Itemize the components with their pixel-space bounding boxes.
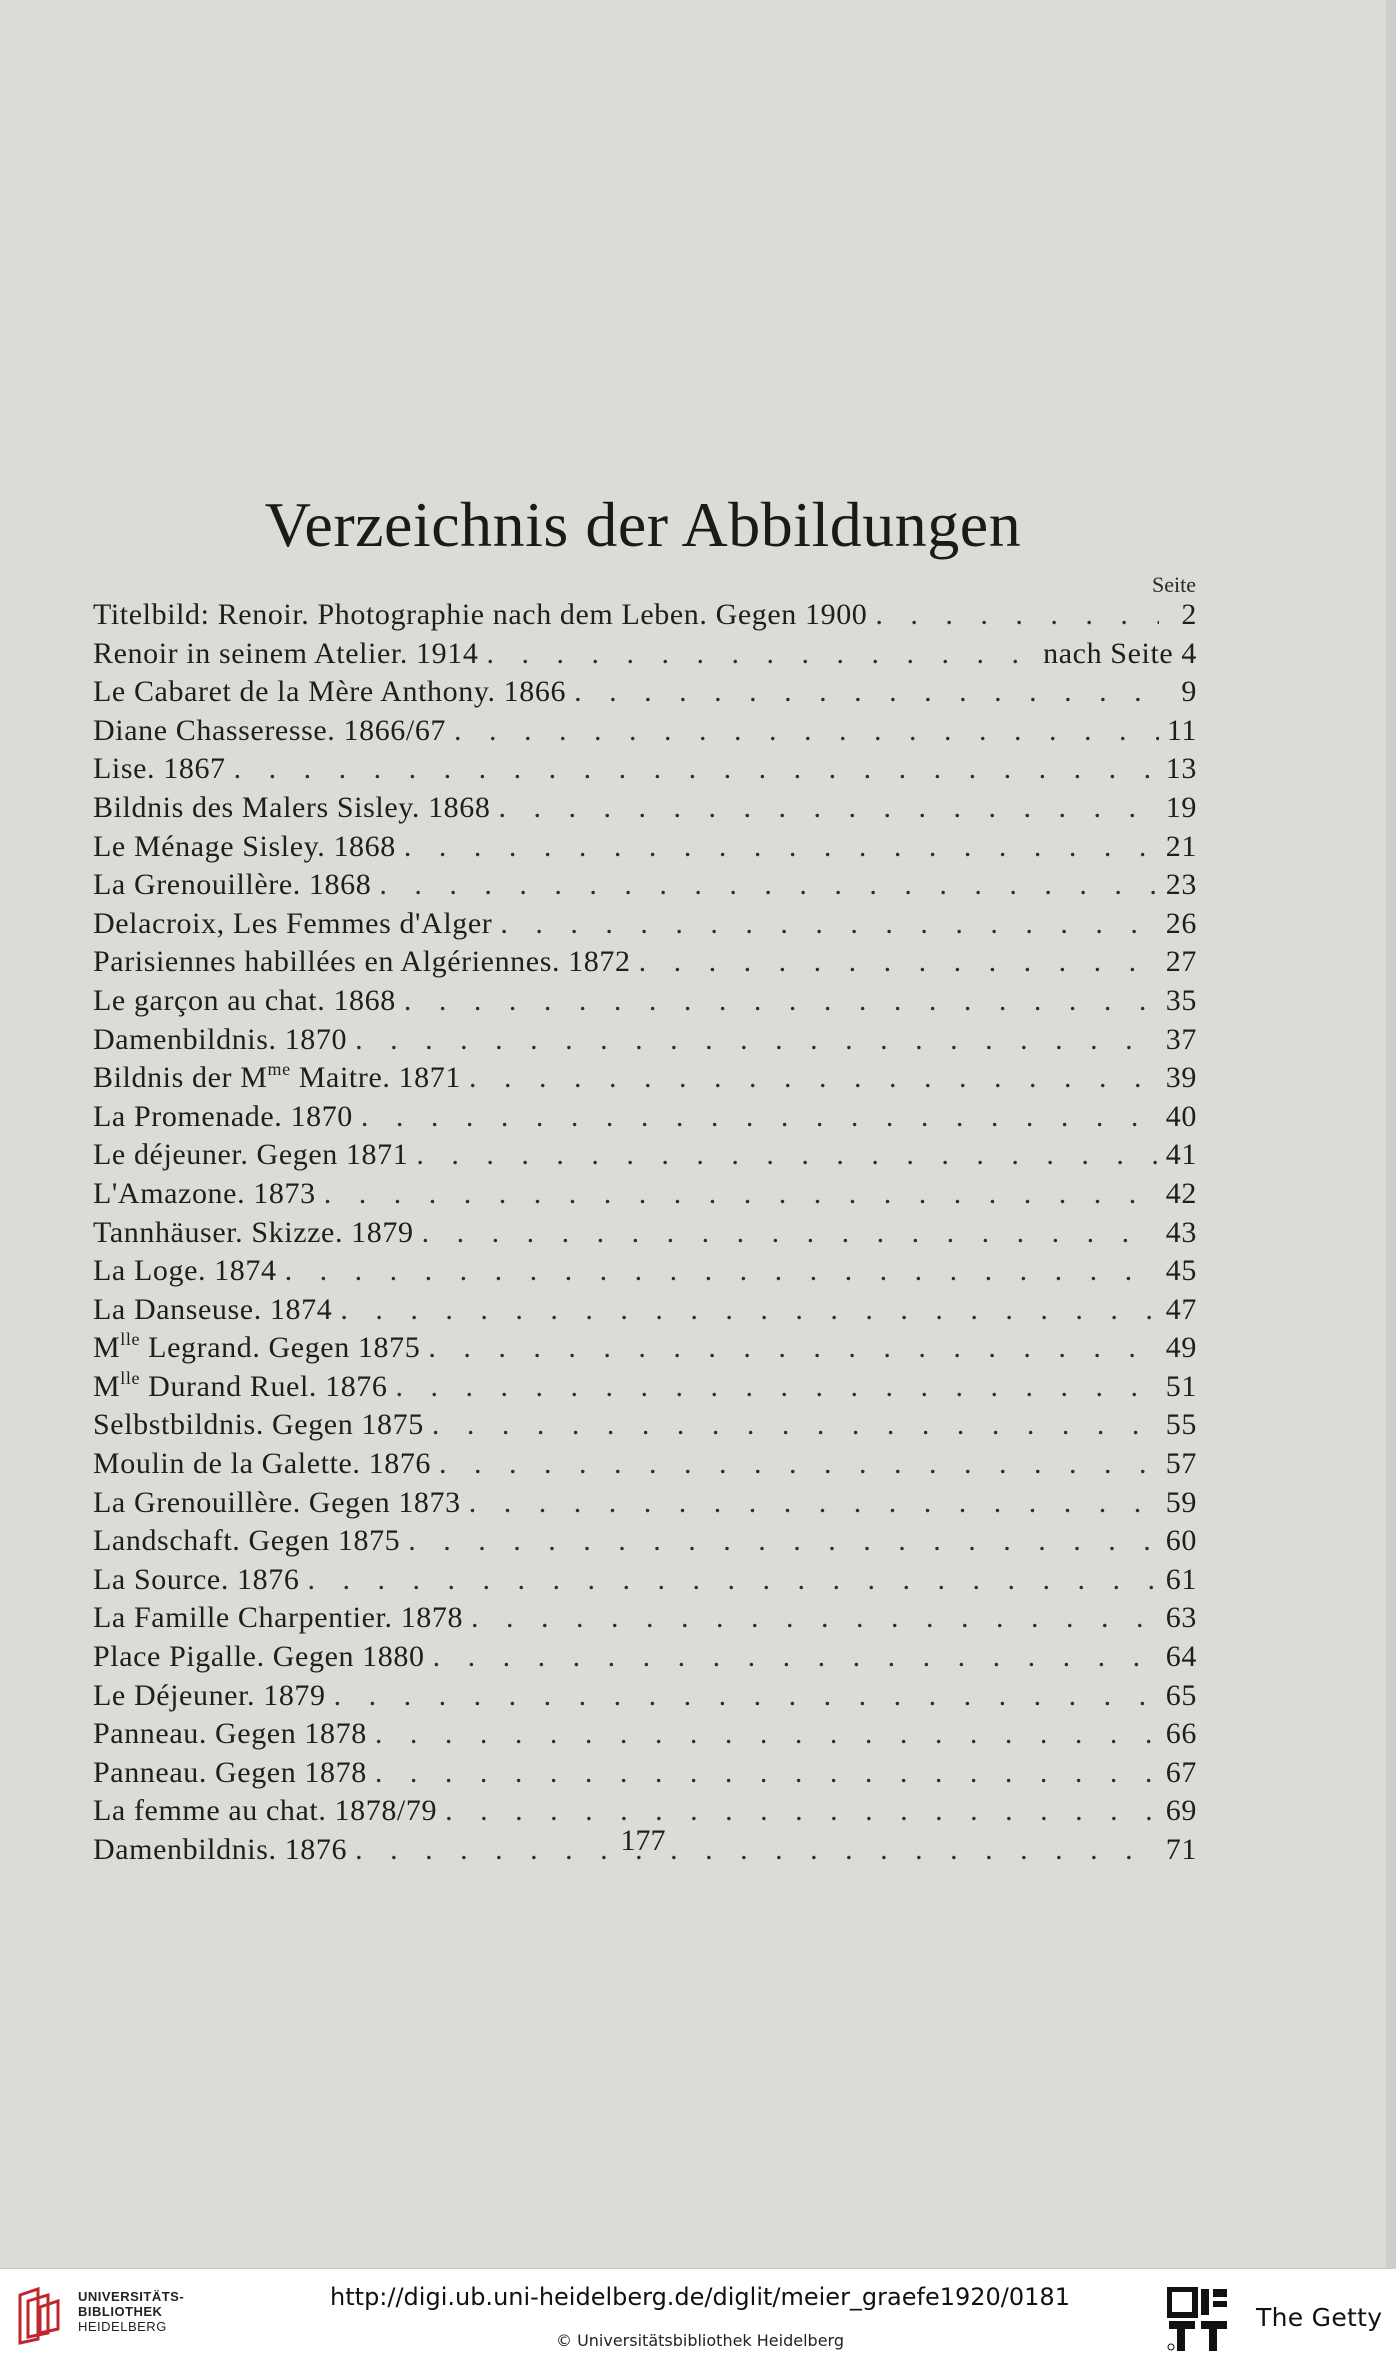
entry-title xyxy=(93,1717,367,1751)
dot-leader xyxy=(375,1756,1158,1790)
entry-page-number: 60 xyxy=(1165,1524,1197,1558)
getty-logo-icon xyxy=(1167,2287,1229,2353)
entry-title xyxy=(93,598,867,632)
list-item xyxy=(93,1100,1197,1139)
entry-title xyxy=(93,791,490,825)
entry-page-number: 65 xyxy=(1165,1678,1197,1712)
entry-title xyxy=(93,1177,316,1211)
entry-title xyxy=(93,1293,332,1327)
entry-title-text: L'Amazone. 1873 xyxy=(93,1176,316,1210)
entry-page-number: 66 xyxy=(1165,1717,1197,1751)
entry-title-superscript: me xyxy=(267,1059,291,1080)
entry-title-text: M xyxy=(93,1369,121,1403)
dot-leader xyxy=(408,1524,1158,1558)
dot-leader xyxy=(469,1061,1158,1095)
list-item xyxy=(93,1524,1197,1563)
entry-page-number: 11 xyxy=(1166,713,1197,747)
entry-page-number: 64 xyxy=(1165,1640,1197,1674)
entry-title-text: Le Déjeuner. 1879 xyxy=(93,1678,326,1712)
entry-title-text: Moulin de la Galette. 1876 xyxy=(93,1447,432,1481)
entry-title-text: La Danseuse. 1874 xyxy=(93,1292,333,1326)
entry-title xyxy=(93,1563,299,1597)
entry-title-text: Le Cabaret de la Mère Anthony. 1866 xyxy=(93,675,567,709)
entry-title xyxy=(93,1447,431,1481)
entry-title xyxy=(93,1524,400,1558)
entry-title-text: Le déjeuner. Gegen 1871 xyxy=(93,1138,409,1172)
page-number: 177 xyxy=(620,1824,666,1857)
dot-leader xyxy=(404,830,1158,864)
entry-title-text: Le Ménage Sisley. 1868 xyxy=(93,829,396,863)
entry-title-rest: Maitre. 1871 xyxy=(290,1061,461,1095)
dot-leader xyxy=(500,907,1157,941)
entry-title xyxy=(93,1486,461,1520)
entry-title-text: Delacroix, Les Femmes d'Alger xyxy=(93,906,493,940)
list-item xyxy=(93,1293,1197,1332)
list-item xyxy=(93,598,1197,637)
entry-title-rest: Durand Ruel. 1876 xyxy=(140,1369,388,1403)
dot-leader xyxy=(486,637,1035,671)
dot-leader xyxy=(471,1601,1158,1635)
entry-page-number: 40 xyxy=(1165,1099,1197,1133)
entry-page-number: 47 xyxy=(1165,1292,1197,1326)
list-item xyxy=(93,1061,1197,1100)
dot-leader xyxy=(422,1216,1158,1250)
dot-leader xyxy=(432,1408,1158,1442)
dot-leader xyxy=(875,598,1159,632)
dot-leader xyxy=(307,1563,1157,1597)
list-item xyxy=(93,714,1197,753)
entry-title-text: M xyxy=(93,1331,121,1365)
entry-title-text: Damenbildnis. 1870 xyxy=(93,1022,348,1056)
dot-leader xyxy=(379,868,1157,902)
entry-page-number: 67 xyxy=(1165,1755,1197,1789)
dot-leader xyxy=(639,945,1158,979)
entry-page-number: 26 xyxy=(1165,906,1197,940)
entry-page-number: 71 xyxy=(1165,1833,1197,1866)
list-item xyxy=(93,1367,1197,1409)
entry-title-text: Lise. 1867 xyxy=(93,752,226,786)
entry-title xyxy=(93,714,446,748)
entry-title xyxy=(93,1023,347,1057)
entry-title xyxy=(93,1601,463,1635)
entry-title-text: Parisiennes habillées en Algériennes. 1872 xyxy=(93,945,631,979)
entry-page-number: 55 xyxy=(1165,1408,1197,1442)
entry-title-text: Diane Chasseresse. 1866/67 xyxy=(93,713,447,747)
viewer-footer xyxy=(0,2268,1396,2368)
list-item xyxy=(93,675,1197,714)
entry-title-text: Renoir in seinem Atelier. 1914 xyxy=(93,636,479,670)
dot-leader xyxy=(574,675,1159,709)
entry-page-number: 61 xyxy=(1165,1562,1197,1596)
page-title: Verzeichnis der Abbildungen xyxy=(264,489,1022,560)
entry-page-number: 59 xyxy=(1165,1485,1197,1519)
entry-title xyxy=(93,1061,461,1095)
entry-page-number: 35 xyxy=(1165,983,1197,1017)
institution-line-3: HEIDELBERG xyxy=(78,2319,167,2334)
list-item xyxy=(93,868,1197,907)
list-item xyxy=(93,1177,1197,1216)
entry-page-number: 57 xyxy=(1165,1447,1197,1481)
list-item xyxy=(93,1331,1197,1370)
list-item xyxy=(93,984,1197,1023)
entry-title xyxy=(93,637,478,671)
list-item xyxy=(93,1216,1197,1255)
entry-title-text: Tannhäuser. Skizze. 1879 xyxy=(93,1215,414,1249)
dot-leader xyxy=(375,1717,1158,1751)
entry-title xyxy=(93,1679,326,1713)
list-item xyxy=(93,1486,1197,1525)
institution-line-2: BIBLIOTHEK xyxy=(78,2304,163,2319)
illustration-list xyxy=(93,598,1197,1872)
entry-title xyxy=(93,830,396,864)
entry-title-text: Panneau. Gegen 1878 xyxy=(93,1755,367,1789)
dot-leader xyxy=(396,1370,1158,1404)
entry-page-number: nach Seite 4 xyxy=(1043,636,1197,670)
entry-page-number: 19 xyxy=(1165,790,1197,824)
list-item xyxy=(93,1601,1197,1640)
entry-title-text: Le garçon au chat. 1868 xyxy=(93,983,396,1017)
list-item xyxy=(93,1023,1197,1062)
university-library-name xyxy=(78,2289,184,2334)
list-item xyxy=(93,1679,1197,1718)
list-item xyxy=(93,945,1197,984)
entry-page-number: 37 xyxy=(1165,1022,1197,1056)
list-item xyxy=(93,907,1197,946)
entry-page-number: 45 xyxy=(1165,1254,1197,1288)
entry-title xyxy=(93,1138,408,1172)
list-item xyxy=(93,791,1197,830)
page-edge xyxy=(1386,0,1396,2268)
entry-title-text: La Famille Charpentier. 1878 xyxy=(93,1601,464,1635)
entry-page-number: 69 xyxy=(1165,1794,1197,1828)
entry-title xyxy=(93,868,371,902)
entry-title-text: Damenbildnis. 1876 xyxy=(93,1833,348,1866)
dot-leader xyxy=(469,1486,1158,1520)
dot-leader xyxy=(439,1447,1158,1481)
entry-title-text: La Promenade. 1870 xyxy=(93,1099,353,1133)
list-item xyxy=(93,637,1197,676)
entry-title xyxy=(93,1331,420,1365)
entry-page-number: 51 xyxy=(1165,1369,1197,1403)
list-item xyxy=(93,752,1197,791)
list-item xyxy=(93,1756,1197,1795)
entry-title xyxy=(93,1216,414,1250)
dot-leader xyxy=(361,1100,1158,1134)
entry-title xyxy=(93,675,566,709)
entry-title xyxy=(93,1640,425,1674)
entry-title xyxy=(93,752,226,786)
entry-title-text: La femme au chat. 1878/79 xyxy=(93,1794,438,1828)
entry-title-superscript: lle xyxy=(120,1329,141,1350)
entry-title-text: La Source. 1876 xyxy=(93,1562,300,1596)
dot-leader xyxy=(355,1023,1158,1057)
page-column-header: Seite xyxy=(1152,572,1196,597)
entry-title xyxy=(93,1367,388,1404)
list-item xyxy=(93,1254,1197,1293)
entry-title xyxy=(93,1254,277,1288)
dot-leader xyxy=(234,752,1158,786)
entry-title-text: Bildnis der M xyxy=(93,1061,268,1095)
entry-page-number: 13 xyxy=(1165,752,1197,786)
entry-title-text: Selbstbildnis. Gegen 1875 xyxy=(93,1408,424,1442)
university-library-logo-icon xyxy=(14,2285,64,2345)
list-item xyxy=(93,830,1197,869)
entry-title-text: La Loge. 1874 xyxy=(93,1254,277,1288)
dot-leader xyxy=(404,984,1158,1018)
entry-title-text: Place Pigalle. Gegen 1880 xyxy=(93,1640,425,1674)
dot-leader xyxy=(433,1640,1158,1674)
list-item xyxy=(93,1408,1197,1447)
list-item xyxy=(93,1138,1197,1177)
entry-page-number: 41 xyxy=(1165,1138,1197,1172)
entry-title xyxy=(93,1408,424,1442)
entry-page-number: 27 xyxy=(1165,945,1197,979)
dot-leader xyxy=(340,1293,1157,1327)
entry-title xyxy=(93,907,492,941)
entry-page-number: 42 xyxy=(1165,1176,1197,1210)
dot-leader xyxy=(324,1177,1158,1211)
copyright-notice: © Universitätsbibliothek Heidelberg xyxy=(555,2331,844,2350)
entry-title xyxy=(93,1100,353,1134)
list-item xyxy=(93,1717,1197,1756)
partner-name: The Getty xyxy=(1256,2303,1383,2332)
dot-leader xyxy=(454,714,1159,748)
entry-title-superscript: lle xyxy=(120,1367,141,1388)
entry-title-rest: Legrand. Gegen 1875 xyxy=(140,1331,421,1365)
entry-title-text: La Grenouillère. 1868 xyxy=(93,868,372,902)
dot-leader xyxy=(498,791,1157,825)
entry-page-number: 21 xyxy=(1165,829,1197,863)
entry-title xyxy=(93,945,631,979)
list-item xyxy=(93,1640,1197,1679)
entry-page-number: 39 xyxy=(1165,1061,1197,1095)
entry-title-text: Panneau. Gegen 1878 xyxy=(93,1717,367,1751)
entry-page-number: 23 xyxy=(1165,868,1197,902)
entry-page-number: 2 xyxy=(1181,598,1197,631)
entry-title-text: Landschaft. Gegen 1875 xyxy=(93,1524,401,1558)
entry-title-text: Titelbild: Renoir. Photographie nach dem Leben. Gegen 1900 xyxy=(93,598,868,631)
entry-title-text: La Grenouillère. Gegen 1873 xyxy=(93,1485,461,1519)
list-item xyxy=(93,1447,1197,1486)
dot-leader xyxy=(285,1254,1158,1288)
list-item xyxy=(93,1563,1197,1602)
dot-leader xyxy=(428,1331,1157,1365)
dot-leader xyxy=(334,1679,1158,1713)
entry-page-number: 63 xyxy=(1165,1601,1197,1635)
institution-line-1: UNIVERSITÄTS- xyxy=(78,2289,185,2304)
entry-title xyxy=(93,1756,367,1790)
entry-title xyxy=(93,984,396,1018)
dot-leader xyxy=(416,1138,1157,1172)
entry-page-number: 43 xyxy=(1165,1215,1197,1249)
document-url-link[interactable]: http://digi.ub.uni-heidelberg.de/diglit/meier_graefe1920/0181 xyxy=(330,2283,1070,2311)
entry-title-text: Bildnis des Malers Sisley. 1868 xyxy=(93,790,491,824)
entry-page-number: 9 xyxy=(1181,675,1197,709)
entry-page-number: 49 xyxy=(1165,1331,1197,1365)
